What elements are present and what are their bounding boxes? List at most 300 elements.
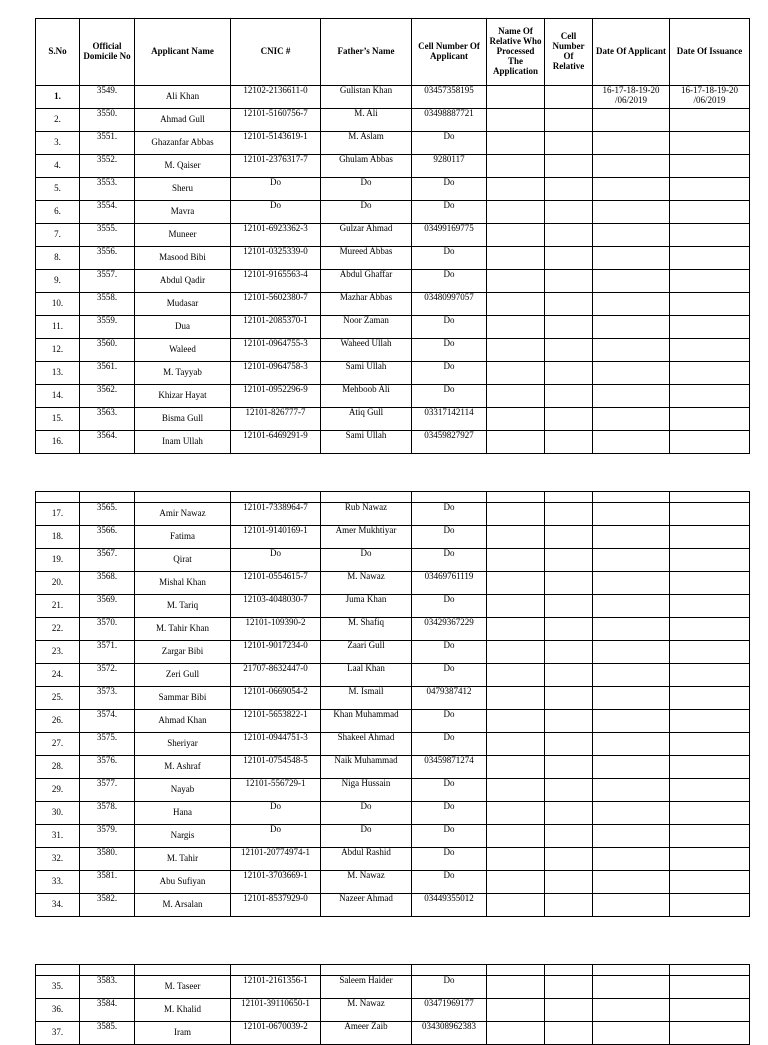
date-of-applicant bbox=[593, 339, 670, 362]
blank-cell bbox=[80, 492, 135, 503]
domicile-number: 3569. bbox=[80, 595, 135, 618]
father-name: Nazeer Ahmad bbox=[321, 894, 412, 917]
serial-number: 35. bbox=[36, 976, 80, 999]
table-row bbox=[36, 270, 750, 293]
domicile-number: 3564. bbox=[80, 431, 135, 454]
date-of-applicant bbox=[593, 526, 670, 549]
applicant-name-header: Applicant Name bbox=[135, 19, 231, 86]
father-name: Rub Nawaz bbox=[321, 503, 412, 526]
date-of-issuance bbox=[670, 572, 750, 595]
date-of-issuance bbox=[670, 431, 750, 454]
domicile-number: 3573. bbox=[80, 687, 135, 710]
cnic-number: 12101-7338964-7 bbox=[231, 503, 321, 526]
serial-number: 29. bbox=[36, 779, 80, 802]
blank-cell bbox=[412, 965, 487, 976]
cnic-number: 12101-0754548-5 bbox=[231, 756, 321, 779]
relative-name bbox=[487, 201, 545, 224]
table-row bbox=[36, 871, 750, 894]
date-of-issuance bbox=[670, 385, 750, 408]
date-of-issuance: 16-17-18-19-20 /06/2019 bbox=[670, 86, 750, 109]
applicant-cell: Do bbox=[412, 178, 487, 201]
serial-number: 4. bbox=[36, 155, 80, 178]
father-name: M. Ali bbox=[321, 109, 412, 132]
applicant-cell: 03459827927 bbox=[412, 431, 487, 454]
table-row bbox=[36, 549, 750, 572]
relative-name bbox=[487, 825, 545, 848]
table-row bbox=[36, 618, 750, 641]
relative-cell bbox=[545, 825, 593, 848]
blank-cell bbox=[321, 965, 412, 976]
father-name: Khan Muhammad bbox=[321, 710, 412, 733]
date-of-issuance bbox=[670, 779, 750, 802]
cnic-header: CNIC # bbox=[231, 19, 321, 86]
date-of-applicant bbox=[593, 247, 670, 270]
father-name: Waheed Ullah bbox=[321, 339, 412, 362]
date-of-issuance bbox=[670, 710, 750, 733]
relative-cell bbox=[545, 270, 593, 293]
father-name: Do bbox=[321, 802, 412, 825]
father-name: Do bbox=[321, 825, 412, 848]
cnic-number: 12101-2085370-1 bbox=[231, 316, 321, 339]
relative-cell bbox=[545, 224, 593, 247]
relative-name bbox=[487, 503, 545, 526]
table-row bbox=[36, 178, 750, 201]
domicile-number: 3559. bbox=[80, 316, 135, 339]
father-name: Niga Hussain bbox=[321, 779, 412, 802]
relative-name bbox=[487, 641, 545, 664]
applicant-cell: Do bbox=[412, 871, 487, 894]
relative-name bbox=[487, 549, 545, 572]
date-of-applicant-header: Date Of Applicant bbox=[593, 19, 670, 86]
cnic-number: 12101-5143619-1 bbox=[231, 132, 321, 155]
date-of-applicant: 16-17-18-19-20 /06/2019 bbox=[593, 86, 670, 109]
serial-number: 30. bbox=[36, 802, 80, 825]
relative-cell bbox=[545, 132, 593, 155]
table-row bbox=[36, 224, 750, 247]
blank-cell bbox=[231, 492, 321, 503]
applicant-cell-header: Cell Number Of Applicant bbox=[412, 19, 487, 86]
applicant-cell: 03498887721 bbox=[412, 109, 487, 132]
serial-number: 16. bbox=[36, 431, 80, 454]
table-row bbox=[36, 86, 750, 109]
date-of-applicant bbox=[593, 664, 670, 687]
blank-cell bbox=[670, 492, 750, 503]
relative-name bbox=[487, 999, 545, 1022]
cnic-number: 12101-0325339-0 bbox=[231, 247, 321, 270]
applicant-name: Ahmad Gull bbox=[135, 109, 231, 132]
relative-cell bbox=[545, 976, 593, 999]
father-name: M. Aslam bbox=[321, 132, 412, 155]
serial-number: 37. bbox=[36, 1022, 80, 1045]
relative-cell bbox=[545, 503, 593, 526]
date-of-issuance bbox=[670, 178, 750, 201]
applicant-name: Abdul Qadir bbox=[135, 270, 231, 293]
applicant-name: Mudasar bbox=[135, 293, 231, 316]
date-of-issuance bbox=[670, 825, 750, 848]
applicant-name: Amir Nawaz bbox=[135, 503, 231, 526]
relative-name bbox=[487, 779, 545, 802]
relative-name bbox=[487, 595, 545, 618]
date-of-applicant bbox=[593, 595, 670, 618]
date-of-issuance bbox=[670, 595, 750, 618]
applicant-name: Mavra bbox=[135, 201, 231, 224]
relative-name bbox=[487, 802, 545, 825]
serial-number: 25. bbox=[36, 687, 80, 710]
applicant-cell: 03457358195 bbox=[412, 86, 487, 109]
date-of-applicant bbox=[593, 710, 670, 733]
date-of-applicant bbox=[593, 825, 670, 848]
applicant-name: Iram bbox=[135, 1022, 231, 1045]
table-row bbox=[36, 408, 750, 431]
date-of-issuance bbox=[670, 526, 750, 549]
father-name: Juma Khan bbox=[321, 595, 412, 618]
blank-cell bbox=[487, 965, 545, 976]
domicile-number: 3582. bbox=[80, 894, 135, 917]
applicant-cell: 03449355012 bbox=[412, 894, 487, 917]
table-row bbox=[36, 733, 750, 756]
cnic-number: 12101-0669054-2 bbox=[231, 687, 321, 710]
relative-cell bbox=[545, 247, 593, 270]
relative-name bbox=[487, 316, 545, 339]
serial-number: 2. bbox=[36, 109, 80, 132]
applicant-cell: 03429367229 bbox=[412, 618, 487, 641]
relative-name bbox=[487, 664, 545, 687]
applicant-name: Hana bbox=[135, 802, 231, 825]
date-of-applicant bbox=[593, 362, 670, 385]
serial-number: 23. bbox=[36, 641, 80, 664]
date-of-applicant bbox=[593, 894, 670, 917]
table-row bbox=[36, 201, 750, 224]
serial-number: 10. bbox=[36, 293, 80, 316]
cnic-number: 12101-0554615-7 bbox=[231, 572, 321, 595]
applicant-name: Inam Ullah bbox=[135, 431, 231, 454]
applicant-cell: 03317142114 bbox=[412, 408, 487, 431]
relative-cell bbox=[545, 595, 593, 618]
serial-number: 20. bbox=[36, 572, 80, 595]
applicant-name: M. Taseer bbox=[135, 976, 231, 999]
blank-cell bbox=[321, 492, 412, 503]
relative-name bbox=[487, 362, 545, 385]
applicant-name: Sheru bbox=[135, 178, 231, 201]
domicile-number: 3552. bbox=[80, 155, 135, 178]
relative-cell bbox=[545, 408, 593, 431]
applicant-cell: 9280117 bbox=[412, 155, 487, 178]
date-of-applicant bbox=[593, 733, 670, 756]
table-row bbox=[36, 132, 750, 155]
serial-number: 5. bbox=[36, 178, 80, 201]
serial-number: 13. bbox=[36, 362, 80, 385]
father-name: M. Nawaz bbox=[321, 572, 412, 595]
serial-number: 32. bbox=[36, 848, 80, 871]
applicant-cell: Do bbox=[412, 201, 487, 224]
relative-cell bbox=[545, 894, 593, 917]
date-of-issuance bbox=[670, 339, 750, 362]
applicant-cell: Do bbox=[412, 132, 487, 155]
relative-name bbox=[487, 431, 545, 454]
date-of-issuance bbox=[670, 848, 750, 871]
date-of-issuance bbox=[670, 733, 750, 756]
relative-name-header: Name Of Relative Who Processed The Application bbox=[487, 19, 545, 86]
applicant-cell: 034308962383 bbox=[412, 1022, 487, 1045]
father-name: Sami Ullah bbox=[321, 362, 412, 385]
cnic-number: 12101-2376317-7 bbox=[231, 155, 321, 178]
relative-name bbox=[487, 756, 545, 779]
cnic-number: 12101-39110650-1 bbox=[231, 999, 321, 1022]
domicile-number: 3570. bbox=[80, 618, 135, 641]
blank-cell bbox=[545, 965, 593, 976]
cnic-number: 12101-6923362-3 bbox=[231, 224, 321, 247]
applicant-cell: 0479387412 bbox=[412, 687, 487, 710]
sno-header: S.No bbox=[36, 19, 80, 86]
table-row bbox=[36, 385, 750, 408]
relative-cell bbox=[545, 339, 593, 362]
domicile-number: 3585. bbox=[80, 1022, 135, 1045]
cnic-number: 12101-0964758-3 bbox=[231, 362, 321, 385]
applicant-name: M. Khalid bbox=[135, 999, 231, 1022]
domicile-number: 3574. bbox=[80, 710, 135, 733]
applicant-cell: Do bbox=[412, 385, 487, 408]
serial-number: 28. bbox=[36, 756, 80, 779]
date-of-applicant bbox=[593, 178, 670, 201]
date-of-applicant bbox=[593, 408, 670, 431]
serial-number: 34. bbox=[36, 894, 80, 917]
relative-name bbox=[487, 526, 545, 549]
father-name: Naik Muhammad bbox=[321, 756, 412, 779]
table-row bbox=[36, 848, 750, 871]
table-row bbox=[36, 109, 750, 132]
relative-cell bbox=[545, 572, 593, 595]
applicant-name: Muneer bbox=[135, 224, 231, 247]
applicant-cell: Do bbox=[412, 362, 487, 385]
cnic-number: Do bbox=[231, 201, 321, 224]
date-of-applicant bbox=[593, 618, 670, 641]
table-row bbox=[36, 247, 750, 270]
father-name: Mazhar Abbas bbox=[321, 293, 412, 316]
serial-number: 33. bbox=[36, 871, 80, 894]
cnic-number: 12101-826777-7 bbox=[231, 408, 321, 431]
date-of-applicant bbox=[593, 641, 670, 664]
domicile-number: 3577. bbox=[80, 779, 135, 802]
blank-cell bbox=[487, 492, 545, 503]
relative-name bbox=[487, 618, 545, 641]
domicile-number: 3553. bbox=[80, 178, 135, 201]
applicant-cell: 03499169775 bbox=[412, 224, 487, 247]
relative-name bbox=[487, 385, 545, 408]
date-of-applicant bbox=[593, 316, 670, 339]
relative-name bbox=[487, 247, 545, 270]
date-of-applicant bbox=[593, 224, 670, 247]
date-of-issuance bbox=[670, 618, 750, 641]
cnic-number: Do bbox=[231, 802, 321, 825]
date-of-issuance bbox=[670, 894, 750, 917]
applicant-name: Ali Khan bbox=[135, 86, 231, 109]
domicile-number: 3583. bbox=[80, 976, 135, 999]
date-of-issuance bbox=[670, 1022, 750, 1045]
relative-name bbox=[487, 178, 545, 201]
father-name: Gulzar Ahmad bbox=[321, 224, 412, 247]
relative-cell bbox=[545, 201, 593, 224]
date-of-applicant bbox=[593, 503, 670, 526]
applicant-cell: Do bbox=[412, 316, 487, 339]
relative-cell bbox=[545, 1022, 593, 1045]
domicile-number: 3555. bbox=[80, 224, 135, 247]
date-of-issuance bbox=[670, 316, 750, 339]
father-name: M. Shafiq bbox=[321, 618, 412, 641]
serial-number: 26. bbox=[36, 710, 80, 733]
date-of-issuance bbox=[670, 549, 750, 572]
relative-cell bbox=[545, 86, 593, 109]
domicile-number: 3575. bbox=[80, 733, 135, 756]
applicant-cell: 03459871274 bbox=[412, 756, 487, 779]
table-row bbox=[36, 1022, 750, 1045]
date-of-issuance bbox=[670, 756, 750, 779]
relative-name bbox=[487, 572, 545, 595]
cnic-number: Do bbox=[231, 178, 321, 201]
table-row bbox=[36, 894, 750, 917]
relative-cell bbox=[545, 293, 593, 316]
date-of-applicant bbox=[593, 132, 670, 155]
serial-number: 22. bbox=[36, 618, 80, 641]
relative-cell bbox=[545, 385, 593, 408]
domicile-register-table-2 bbox=[35, 491, 750, 917]
date-of-issuance bbox=[670, 802, 750, 825]
date-of-applicant bbox=[593, 431, 670, 454]
relative-cell bbox=[545, 431, 593, 454]
relative-name bbox=[487, 687, 545, 710]
date-of-applicant bbox=[593, 201, 670, 224]
applicant-name: Sheriyar bbox=[135, 733, 231, 756]
date-of-issuance bbox=[670, 201, 750, 224]
relative-name bbox=[487, 293, 545, 316]
applicant-name: M. Tayyab bbox=[135, 362, 231, 385]
table-row bbox=[36, 779, 750, 802]
relative-name bbox=[487, 733, 545, 756]
domicile-number: 3549. bbox=[80, 86, 135, 109]
relative-cell bbox=[545, 802, 593, 825]
serial-number: 3. bbox=[36, 132, 80, 155]
domicile-number: 3558. bbox=[80, 293, 135, 316]
applicant-name: Nargis bbox=[135, 825, 231, 848]
applicant-cell: 03469761119 bbox=[412, 572, 487, 595]
relative-cell bbox=[545, 526, 593, 549]
serial-number: 27. bbox=[36, 733, 80, 756]
domicile-number: 3571. bbox=[80, 641, 135, 664]
date-of-applicant bbox=[593, 976, 670, 999]
serial-number: 17. bbox=[36, 503, 80, 526]
cnic-number: 12101-6469291-9 bbox=[231, 431, 321, 454]
domicile-number: 3557. bbox=[80, 270, 135, 293]
date-of-applicant bbox=[593, 779, 670, 802]
father-name: Saleem Haider bbox=[321, 976, 412, 999]
father-name: Atiq Gull bbox=[321, 408, 412, 431]
applicant-name: Ghazanfar Abbas bbox=[135, 132, 231, 155]
date-of-issuance bbox=[670, 224, 750, 247]
relative-cell bbox=[545, 362, 593, 385]
domicile-number: 3550. bbox=[80, 109, 135, 132]
applicant-cell: Do bbox=[412, 848, 487, 871]
relative-cell bbox=[545, 710, 593, 733]
cnic-number: 12101-3703669-1 bbox=[231, 871, 321, 894]
serial-number: 36. bbox=[36, 999, 80, 1022]
applicant-name: Abu Sufiyan bbox=[135, 871, 231, 894]
date-of-applicant bbox=[593, 756, 670, 779]
applicant-cell: 03471969177 bbox=[412, 999, 487, 1022]
applicant-cell: 03480997057 bbox=[412, 293, 487, 316]
date-of-issuance bbox=[670, 408, 750, 431]
applicant-cell: Do bbox=[412, 595, 487, 618]
date-of-applicant bbox=[593, 1022, 670, 1045]
date-of-applicant bbox=[593, 572, 670, 595]
relative-cell bbox=[545, 664, 593, 687]
father-name: Mehboob Ali bbox=[321, 385, 412, 408]
applicant-name: Sammar Bibi bbox=[135, 687, 231, 710]
table-row bbox=[36, 503, 750, 526]
blank-cell bbox=[135, 492, 231, 503]
serial-number: 18. bbox=[36, 526, 80, 549]
table-row bbox=[36, 802, 750, 825]
table-row bbox=[36, 664, 750, 687]
cnic-number: Do bbox=[231, 825, 321, 848]
applicant-name: Masood Bibi bbox=[135, 247, 231, 270]
date-of-applicant bbox=[593, 109, 670, 132]
table-row bbox=[36, 362, 750, 385]
serial-number: 14. bbox=[36, 385, 80, 408]
relative-name bbox=[487, 132, 545, 155]
applicant-name: Zargar Bibi bbox=[135, 641, 231, 664]
relative-name bbox=[487, 86, 545, 109]
domicile-no-header: Official Domicile No bbox=[80, 19, 135, 86]
domicile-number: 3565. bbox=[80, 503, 135, 526]
applicant-name: Qirat bbox=[135, 549, 231, 572]
serial-number: 6. bbox=[36, 201, 80, 224]
relative-name bbox=[487, 339, 545, 362]
date-of-applicant bbox=[593, 848, 670, 871]
relative-cell bbox=[545, 109, 593, 132]
domicile-number: 3581. bbox=[80, 871, 135, 894]
table-row bbox=[36, 825, 750, 848]
relative-cell bbox=[545, 999, 593, 1022]
blank-cell bbox=[670, 965, 750, 976]
applicant-name: Nayab bbox=[135, 779, 231, 802]
applicant-name: M. Tariq bbox=[135, 595, 231, 618]
date-of-issuance bbox=[670, 641, 750, 664]
applicant-name: Waleed bbox=[135, 339, 231, 362]
relative-cell bbox=[545, 871, 593, 894]
serial-number: 1. bbox=[36, 86, 80, 109]
domicile-number: 3568. bbox=[80, 572, 135, 595]
applicant-name: M. Ashraf bbox=[135, 756, 231, 779]
relative-cell bbox=[545, 549, 593, 572]
blank-cell bbox=[36, 492, 80, 503]
table-row bbox=[36, 572, 750, 595]
father-name: Amer Mukhtiyar bbox=[321, 526, 412, 549]
table-row bbox=[36, 641, 750, 664]
relative-name bbox=[487, 894, 545, 917]
serial-number: 21. bbox=[36, 595, 80, 618]
cnic-number: 12101-109390-2 bbox=[231, 618, 321, 641]
relative-name bbox=[487, 710, 545, 733]
applicant-name: M. Tahir bbox=[135, 848, 231, 871]
domicile-number: 3554. bbox=[80, 201, 135, 224]
cnic-number: 12103-4048030-7 bbox=[231, 595, 321, 618]
applicant-cell: Do bbox=[412, 733, 487, 756]
domicile-number: 3584. bbox=[80, 999, 135, 1022]
date-of-issuance bbox=[670, 362, 750, 385]
father-name: Abdul Ghaffar bbox=[321, 270, 412, 293]
blank-cell bbox=[135, 965, 231, 976]
relative-cell bbox=[545, 618, 593, 641]
cnic-number: 12102-2136611-0 bbox=[231, 86, 321, 109]
